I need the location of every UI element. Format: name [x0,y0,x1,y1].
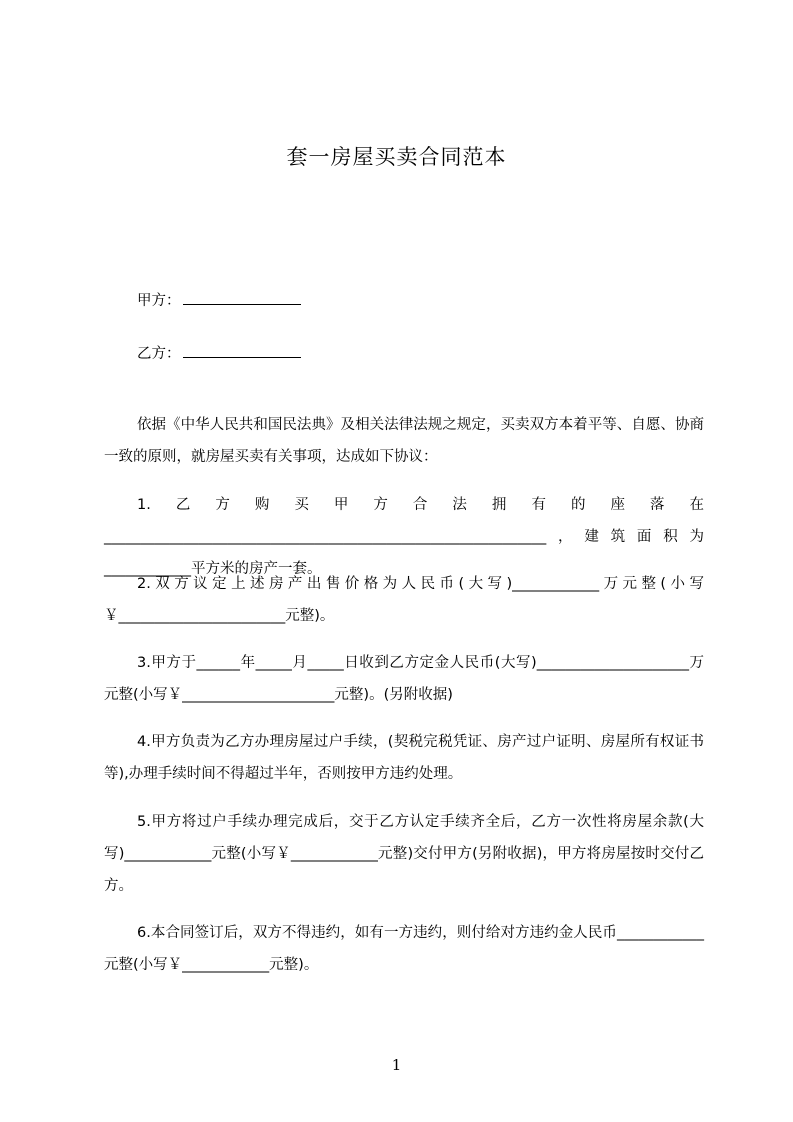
page-number: 1 [391,1056,402,1074]
party-b-blank [183,343,301,358]
party-a-blank [183,290,301,305]
clause-1-paragraph: 1.乙方购买甲方合法拥有的座落在_____________________________________________________________，建筑面积为____________平方米的房产一套。 [104,496,704,577]
clause-4-paragraph: 4.甲方负责为乙方办理房屋过户手续，(契税完税凭证、房产过户证明、房屋所有权证书等),办理手续时间不得超过半年，否则按甲方违约处理。 [104,733,704,782]
intro-paragraph: 依据《中华人民共和国民法典》及相关法律法规之规定，买卖双方本着平等、自愿、协商一致的原则，就房屋买卖有关事项，达成如下协议： [104,416,704,465]
party-b-line [137,343,301,364]
party-a-line [137,290,301,311]
clause-6-paragraph: 6.本合同签订后，双方不得违约，如有一方违约，则付给对方违约金人民币____________元整(小写￥____________元整)。 [104,924,704,973]
clause-3-paragraph: 3.甲方于______年_____月_____日收到乙方定金人民币(大写)_____________________万元整(小写￥_____________________元整)。(另附收据) [104,654,704,703]
party-a-label: 甲方： [137,293,181,309]
clause-5-paragraph: 5.甲方将过户手续办理完成后，交于乙方认定手续齐全后，乙方一次性将房屋余款(大写)____________元整(小写￥____________元整)交付甲方(另附收据)，甲方将房屋按时交付乙方。 [104,813,704,894]
party-b-label: 乙方： [137,346,181,362]
clause-2-paragraph: 2.双方议定上述房产出售价格为人民币(大写)____________万元整(小写￥_______________________元整)。 [104,575,704,624]
page-title: 套一房屋买卖合同范本 [286,145,507,169]
